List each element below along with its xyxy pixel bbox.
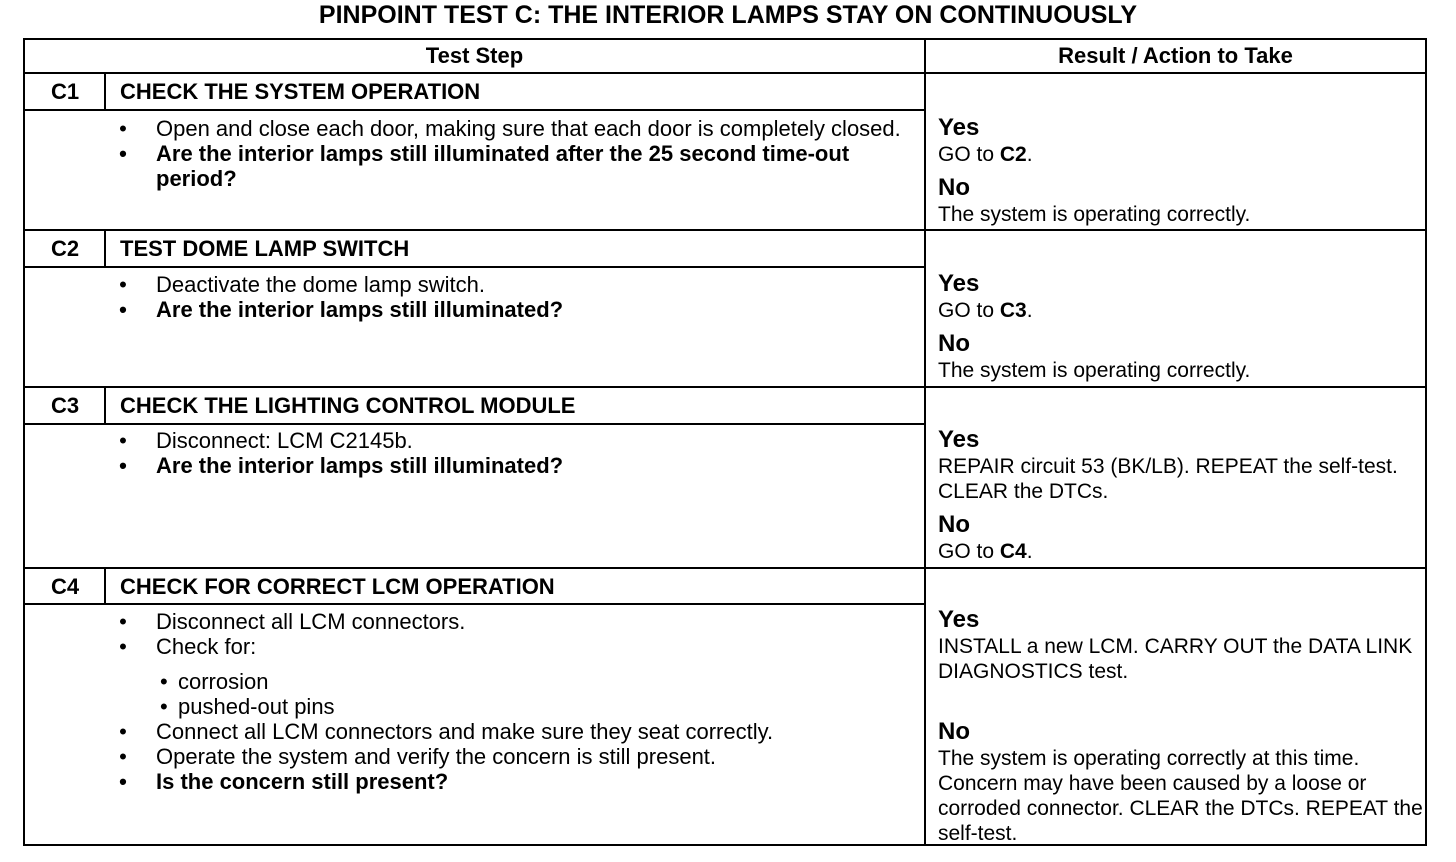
sub-list-item: • corrosion bbox=[160, 669, 269, 694]
no-label: No bbox=[938, 718, 970, 745]
step-title: TEST DOME LAMP SWITCH bbox=[120, 236, 410, 261]
list-item: • Disconnect all LCM connectors. bbox=[115, 609, 915, 634]
bullet-icon: • bbox=[119, 116, 127, 141]
bullet-icon: • bbox=[160, 694, 168, 719]
list-item: • Check for: bbox=[115, 634, 915, 659]
no-action: The system is operating correctly. bbox=[938, 359, 1251, 382]
no-label: No bbox=[938, 174, 970, 201]
step-instructions bbox=[115, 428, 915, 478]
list-item: • Operate the system and verify the concern is still present. bbox=[115, 744, 915, 769]
bullet-icon: • bbox=[119, 744, 127, 769]
no-label: No bbox=[938, 511, 970, 538]
step-instructions bbox=[115, 116, 915, 191]
page-title: PINPOINT TEST C: THE INTERIOR LAMPS STAY ON CONTINUOUSLY bbox=[318, 1, 1138, 29]
bullet-icon: • bbox=[119, 141, 127, 166]
step-instructions bbox=[115, 272, 915, 322]
bullet-icon: • bbox=[160, 669, 168, 694]
yes-action: INSTALL a new LCM. CARRY OUT the DATA LINK DIAGNOSTICS test. bbox=[938, 635, 1413, 683]
step-result bbox=[938, 606, 1423, 846]
bullet-icon: • bbox=[119, 272, 127, 297]
step-result bbox=[938, 270, 1423, 383]
header-result: Result / Action to Take bbox=[1058, 43, 1293, 68]
yes-action: GO to C3. bbox=[938, 299, 1033, 322]
header-test-step: Test Step bbox=[425, 43, 524, 68]
bullet-icon: • bbox=[119, 297, 127, 322]
no-action: GO to C4. bbox=[938, 540, 1033, 563]
bullet-icon: • bbox=[119, 453, 127, 478]
yes-label: Yes bbox=[938, 426, 980, 453]
step-title: CHECK THE SYSTEM OPERATION bbox=[120, 79, 481, 104]
sub-list-item: • pushed-out pins bbox=[160, 694, 335, 719]
step-title: CHECK THE LIGHTING CONTROL MODULE bbox=[120, 393, 576, 418]
no-label: No bbox=[938, 330, 970, 357]
step-result bbox=[938, 114, 1423, 227]
list-item: • Deactivate the dome lamp switch. bbox=[115, 272, 915, 297]
bullet-icon: • bbox=[119, 634, 127, 659]
bullet-icon: • bbox=[119, 769, 127, 794]
list-item: • Are the interior lamps still illuminated after the 25 second time-out period? bbox=[115, 141, 915, 191]
bullet-icon: • bbox=[119, 719, 127, 744]
row-title-divider bbox=[23, 423, 926, 425]
list-item: • Is the concern still present? bbox=[115, 769, 915, 794]
yes-label: Yes bbox=[938, 270, 980, 297]
yes-label: Yes bbox=[938, 114, 980, 141]
step-id: C3 bbox=[50, 393, 80, 418]
no-action: The system is operating correctly. bbox=[938, 203, 1251, 226]
yes-label: Yes bbox=[938, 606, 980, 633]
list-item: • Open and close each door, making sure that each door is completely closed. bbox=[115, 116, 915, 141]
yes-action: GO to C2. bbox=[938, 143, 1033, 166]
step-id: C4 bbox=[50, 574, 80, 599]
list-item: • Connect all LCM connectors and make sure they seat correctly. bbox=[115, 719, 915, 744]
row-title-divider bbox=[23, 109, 926, 111]
bullet-icon: • bbox=[119, 428, 127, 453]
step-id: C2 bbox=[50, 236, 80, 261]
step-title: CHECK FOR CORRECT LCM OPERATION bbox=[120, 574, 555, 599]
list-item: • Are the interior lamps still illuminated? bbox=[115, 453, 915, 478]
list-item: • Disconnect: LCM C2145b. bbox=[115, 428, 915, 453]
step-result bbox=[938, 426, 1423, 564]
no-action: The system is operating correctly at this time. Concern may have been caused by a loose or corroded connector. CLEAR the DTCs. REPEAT the self-test. bbox=[938, 747, 1423, 845]
yes-action: REPAIR circuit 53 (BK/LB). REPEAT the self-test. CLEAR the DTCs. bbox=[938, 455, 1398, 503]
row-title-divider bbox=[23, 266, 926, 268]
bullet-icon: • bbox=[119, 609, 127, 634]
list-item: • Are the interior lamps still illuminated? bbox=[115, 297, 915, 322]
step-id: C1 bbox=[50, 79, 80, 104]
step-instructions bbox=[115, 609, 915, 794]
column-divider bbox=[924, 38, 926, 846]
